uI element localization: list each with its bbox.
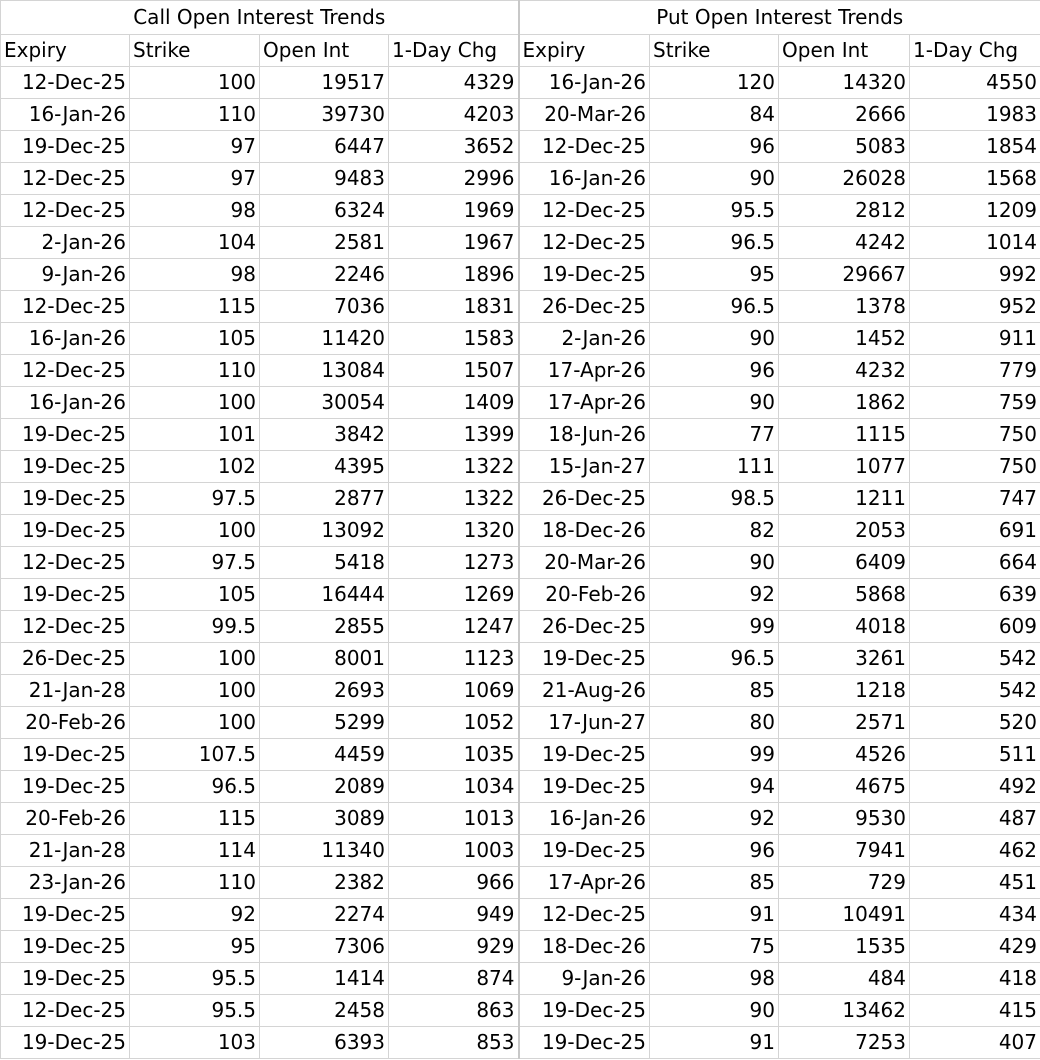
put-open-int-cell[interactable]: 1535: [779, 931, 910, 963]
table-row: [1, 771, 1040, 803]
put-strike-cell[interactable]: 92: [650, 803, 779, 835]
call-open-int-cell[interactable]: 19517: [260, 67, 389, 99]
call-expiry-cell[interactable]: 16-Jan-26: [1, 99, 130, 131]
table-row: [1, 515, 1040, 547]
call-expiry-cell[interactable]: 2-Jan-26: [1, 227, 130, 259]
call-1-day-chg-cell[interactable]: 1583: [389, 323, 519, 355]
put-expiry-cell[interactable]: 12-Dec-25: [519, 131, 650, 163]
put-expiry-cell[interactable]: 12-Dec-25: [519, 899, 650, 931]
put-strike-cell[interactable]: 96: [650, 131, 779, 163]
call-strike-cell[interactable]: 100: [130, 707, 260, 739]
call-1-day-chg-cell[interactable]: 1269: [389, 579, 519, 611]
call-1-day-chg-cell[interactable]: 4203: [389, 99, 519, 131]
put-1-day-chg-cell[interactable]: 952: [910, 291, 1040, 323]
table-row: [1, 675, 1040, 707]
call-open-int-header[interactable]: Open Int: [260, 35, 389, 67]
put-open-int-cell[interactable]: 7253: [779, 1027, 910, 1059]
call-expiry-cell[interactable]: 21-Jan-28: [1, 675, 130, 707]
put-expiry-cell[interactable]: 19-Dec-25: [519, 259, 650, 291]
call-expiry-cell[interactable]: 19-Dec-25: [1, 771, 130, 803]
table-row: [1, 579, 1040, 611]
put-open-int-cell[interactable]: 1378: [779, 291, 910, 323]
put-strike-cell[interactable]: 95.5: [650, 195, 779, 227]
table-row: [1, 643, 1040, 675]
call-strike-cell[interactable]: 100: [130, 515, 260, 547]
call-1-day-chg-cell[interactable]: 1969: [389, 195, 519, 227]
call-expiry-cell[interactable]: 21-Jan-28: [1, 835, 130, 867]
table-row: [1, 995, 1040, 1027]
call-1-day-chg-cell[interactable]: 2996: [389, 163, 519, 195]
call-open-int-cell[interactable]: 13084: [260, 355, 389, 387]
call-expiry-cell[interactable]: 20-Feb-26: [1, 803, 130, 835]
put-expiry-cell[interactable]: 20-Mar-26: [519, 99, 650, 131]
call-open-int-cell[interactable]: 16444: [260, 579, 389, 611]
call-strike-cell[interactable]: 110: [130, 355, 260, 387]
put-section-title[interactable]: Put Open Interest Trends: [519, 1, 1040, 35]
call-strike-cell[interactable]: 97: [130, 163, 260, 195]
put-expiry-cell[interactable]: 12-Dec-25: [519, 195, 650, 227]
call-open-int-cell[interactable]: 2274: [260, 899, 389, 931]
put-strike-cell[interactable]: 99: [650, 739, 779, 771]
put-strike-cell[interactable]: 98: [650, 963, 779, 995]
call-strike-cell[interactable]: 107.5: [130, 739, 260, 771]
put-strike-cell[interactable]: 85: [650, 867, 779, 899]
call-strike-cell[interactable]: 97.5: [130, 483, 260, 515]
call-strike-cell[interactable]: 114: [130, 835, 260, 867]
column-header-row: [1, 35, 1040, 67]
call-expiry-cell[interactable]: 20-Feb-26: [1, 707, 130, 739]
table-row: [1, 739, 1040, 771]
call-expiry-cell[interactable]: 12-Dec-25: [1, 67, 130, 99]
put-1-day-chg-cell[interactable]: 520: [910, 707, 1040, 739]
put-1-day-chg-cell[interactable]: 492: [910, 771, 1040, 803]
put-expiry-cell[interactable]: 18-Dec-26: [519, 515, 650, 547]
put-strike-cell[interactable]: 80: [650, 707, 779, 739]
put-expiry-cell[interactable]: 18-Dec-26: [519, 931, 650, 963]
put-strike-cell[interactable]: 75: [650, 931, 779, 963]
call-open-int-cell[interactable]: 8001: [260, 643, 389, 675]
put-1-day-chg-cell[interactable]: 487: [910, 803, 1040, 835]
call-strike-cell[interactable]: 100: [130, 643, 260, 675]
put-1-day-chg-cell[interactable]: 418: [910, 963, 1040, 995]
put-expiry-cell[interactable]: 26-Dec-25: [519, 483, 650, 515]
put-1-day-chg-cell[interactable]: 759: [910, 387, 1040, 419]
call-open-int-cell[interactable]: 2855: [260, 611, 389, 643]
put-expiry-cell[interactable]: 18-Jun-26: [519, 419, 650, 451]
put-1-day-chg-cell[interactable]: 542: [910, 675, 1040, 707]
put-expiry-cell[interactable]: 9-Jan-26: [519, 963, 650, 995]
put-1-day-chg-cell[interactable]: 542: [910, 643, 1040, 675]
table-row: [1, 1027, 1040, 1059]
put-expiry-cell[interactable]: 15-Jan-27: [519, 451, 650, 483]
put-open-int-cell[interactable]: 6409: [779, 547, 910, 579]
call-expiry-cell[interactable]: 26-Dec-25: [1, 643, 130, 675]
call-open-int-cell[interactable]: 30054: [260, 387, 389, 419]
table-row: [1, 963, 1040, 995]
put-open-int-cell[interactable]: 5083: [779, 131, 910, 163]
call-1-day-chg-cell[interactable]: 1273: [389, 547, 519, 579]
call-open-int-cell[interactable]: 2581: [260, 227, 389, 259]
put-expiry-cell[interactable]: 12-Dec-25: [519, 227, 650, 259]
call-open-int-cell[interactable]: 2382: [260, 867, 389, 899]
call-expiry-cell[interactable]: 19-Dec-25: [1, 419, 130, 451]
call-expiry-cell[interactable]: 19-Dec-25: [1, 451, 130, 483]
call-1-day-chg-cell[interactable]: 1322: [389, 483, 519, 515]
put-open-int-header[interactable]: Open Int: [779, 35, 910, 67]
put-open-int-cell[interactable]: 9530: [779, 803, 910, 835]
put-1-day-chg-cell[interactable]: 462: [910, 835, 1040, 867]
call-strike-cell[interactable]: 95.5: [130, 963, 260, 995]
call-expiry-cell[interactable]: 19-Dec-25: [1, 131, 130, 163]
call-1-day-chg-cell[interactable]: 1003: [389, 835, 519, 867]
put-1-day-chg-cell[interactable]: 1014: [910, 227, 1040, 259]
put-expiry-cell[interactable]: 19-Dec-25: [519, 835, 650, 867]
put-strike-cell[interactable]: 91: [650, 899, 779, 931]
put-open-int-cell[interactable]: 7941: [779, 835, 910, 867]
put-1-day-chg-cell[interactable]: 429: [910, 931, 1040, 963]
call-expiry-cell[interactable]: 19-Dec-25: [1, 515, 130, 547]
put-1-day-chg-cell[interactable]: 407: [910, 1027, 1040, 1059]
put-open-int-cell[interactable]: 1862: [779, 387, 910, 419]
put-strike-cell[interactable]: 82: [650, 515, 779, 547]
put-1-day-chg-cell[interactable]: 691: [910, 515, 1040, 547]
table-row: [1, 611, 1040, 643]
table-row: [1, 163, 1040, 195]
put-open-int-cell[interactable]: 1211: [779, 483, 910, 515]
put-open-int-cell[interactable]: 484: [779, 963, 910, 995]
call-strike-cell[interactable]: 100: [130, 675, 260, 707]
call-expiry-cell[interactable]: 19-Dec-25: [1, 579, 130, 611]
put-expiry-header[interactable]: Expiry: [519, 35, 650, 67]
call-1-day-chg-cell[interactable]: 1013: [389, 803, 519, 835]
call-open-int-cell[interactable]: 2877: [260, 483, 389, 515]
put-1-day-chg-cell[interactable]: 434: [910, 899, 1040, 931]
call-open-int-cell[interactable]: 9483: [260, 163, 389, 195]
put-expiry-cell[interactable]: 19-Dec-25: [519, 739, 650, 771]
put-open-int-cell[interactable]: 14320: [779, 67, 910, 99]
call-expiry-cell[interactable]: 12-Dec-25: [1, 355, 130, 387]
put-open-int-cell[interactable]: 4526: [779, 739, 910, 771]
call-strike-cell[interactable]: 104: [130, 227, 260, 259]
call-1-day-chg-cell[interactable]: 1034: [389, 771, 519, 803]
section-title-row: [1, 1, 1040, 35]
put-open-int-cell[interactable]: 5868: [779, 579, 910, 611]
put-open-int-cell[interactable]: 13462: [779, 995, 910, 1027]
put-open-int-cell[interactable]: 4242: [779, 227, 910, 259]
call-open-int-cell[interactable]: 2458: [260, 995, 389, 1027]
put-open-int-cell[interactable]: 1115: [779, 419, 910, 451]
table-row: [1, 867, 1040, 899]
call-strike-cell[interactable]: 95: [130, 931, 260, 963]
call-expiry-cell[interactable]: 19-Dec-25: [1, 483, 130, 515]
table-row: [1, 931, 1040, 963]
call-1-day-chg-cell[interactable]: 1247: [389, 611, 519, 643]
call-expiry-cell[interactable]: 16-Jan-26: [1, 387, 130, 419]
call-1-day-chg-cell[interactable]: 1409: [389, 387, 519, 419]
call-open-int-cell[interactable]: 5418: [260, 547, 389, 579]
call-open-int-cell[interactable]: 4459: [260, 739, 389, 771]
put-1-day-chg-cell[interactable]: 750: [910, 419, 1040, 451]
call-strike-cell[interactable]: 97: [130, 131, 260, 163]
table-row: [1, 451, 1040, 483]
call-open-int-cell[interactable]: 2089: [260, 771, 389, 803]
table-row: [1, 67, 1040, 99]
table-row: [1, 131, 1040, 163]
table-row: [1, 899, 1040, 931]
call-open-int-cell[interactable]: 39730: [260, 99, 389, 131]
table-row: [1, 99, 1040, 131]
call-expiry-cell[interactable]: 19-Dec-25: [1, 899, 130, 931]
call-open-int-cell[interactable]: 11420: [260, 323, 389, 355]
put-expiry-cell[interactable]: 19-Dec-25: [519, 771, 650, 803]
call-expiry-cell[interactable]: 19-Dec-25: [1, 739, 130, 771]
put-1-day-chg-cell[interactable]: 1568: [910, 163, 1040, 195]
call-strike-cell[interactable]: 110: [130, 867, 260, 899]
call-expiry-cell[interactable]: 19-Dec-25: [1, 931, 130, 963]
call-strike-cell[interactable]: 100: [130, 387, 260, 419]
put-strike-cell[interactable]: 90: [650, 547, 779, 579]
call-open-int-cell[interactable]: 7036: [260, 291, 389, 323]
call-strike-cell[interactable]: 102: [130, 451, 260, 483]
put-strike-cell[interactable]: 111: [650, 451, 779, 483]
call-open-int-cell[interactable]: 2693: [260, 675, 389, 707]
call-strike-cell[interactable]: 97.5: [130, 547, 260, 579]
call-open-int-cell[interactable]: 1414: [260, 963, 389, 995]
put-open-int-cell[interactable]: 1077: [779, 451, 910, 483]
call-1-day-chg-cell[interactable]: 966: [389, 867, 519, 899]
put-open-int-cell[interactable]: 29667: [779, 259, 910, 291]
call-open-int-cell[interactable]: 6393: [260, 1027, 389, 1059]
call-open-int-cell[interactable]: 6447: [260, 131, 389, 163]
put-strike-cell[interactable]: 91: [650, 1027, 779, 1059]
put-strike-cell[interactable]: 96: [650, 355, 779, 387]
put-1-day-chg-header[interactable]: 1-Day Chg: [910, 35, 1040, 67]
put-expiry-cell[interactable]: 20-Feb-26: [519, 579, 650, 611]
table-row: [1, 259, 1040, 291]
call-expiry-cell[interactable]: 19-Dec-25: [1, 1027, 130, 1059]
call-expiry-cell[interactable]: 12-Dec-25: [1, 163, 130, 195]
put-open-int-cell[interactable]: 26028: [779, 163, 910, 195]
put-strike-cell[interactable]: 90: [650, 995, 779, 1027]
call-1-day-chg-cell[interactable]: 863: [389, 995, 519, 1027]
put-expiry-cell[interactable]: 17-Jun-27: [519, 707, 650, 739]
call-1-day-chg-cell[interactable]: 1320: [389, 515, 519, 547]
put-expiry-cell[interactable]: 16-Jan-26: [519, 163, 650, 195]
call-1-day-chg-cell[interactable]: 4329: [389, 67, 519, 99]
put-open-int-cell[interactable]: 2053: [779, 515, 910, 547]
put-strike-cell[interactable]: 96.5: [650, 643, 779, 675]
table-row: [1, 387, 1040, 419]
put-1-day-chg-cell[interactable]: 451: [910, 867, 1040, 899]
call-expiry-cell[interactable]: 23-Jan-26: [1, 867, 130, 899]
put-1-day-chg-cell[interactable]: 639: [910, 579, 1040, 611]
call-1-day-chg-cell[interactable]: 949: [389, 899, 519, 931]
call-1-day-chg-cell[interactable]: 1896: [389, 259, 519, 291]
call-1-day-chg-cell[interactable]: 1507: [389, 355, 519, 387]
put-strike-cell[interactable]: 84: [650, 99, 779, 131]
put-1-day-chg-cell[interactable]: 511: [910, 739, 1040, 771]
put-strike-cell[interactable]: 85: [650, 675, 779, 707]
put-1-day-chg-cell[interactable]: 4550: [910, 67, 1040, 99]
call-expiry-cell[interactable]: 12-Dec-25: [1, 995, 130, 1027]
put-1-day-chg-cell[interactable]: 747: [910, 483, 1040, 515]
put-strike-cell[interactable]: 96.5: [650, 227, 779, 259]
put-1-day-chg-cell[interactable]: 415: [910, 995, 1040, 1027]
put-open-int-cell[interactable]: 4675: [779, 771, 910, 803]
call-open-int-cell[interactable]: 2246: [260, 259, 389, 291]
call-open-int-cell[interactable]: 7306: [260, 931, 389, 963]
put-strike-cell[interactable]: 96.5: [650, 291, 779, 323]
put-expiry-cell[interactable]: 19-Dec-25: [519, 643, 650, 675]
put-strike-cell[interactable]: 77: [650, 419, 779, 451]
put-1-day-chg-cell[interactable]: 992: [910, 259, 1040, 291]
table-row: [1, 355, 1040, 387]
put-open-int-cell[interactable]: 2812: [779, 195, 910, 227]
put-strike-cell[interactable]: 95: [650, 259, 779, 291]
call-expiry-cell[interactable]: 12-Dec-25: [1, 611, 130, 643]
put-strike-cell[interactable]: 90: [650, 387, 779, 419]
put-1-day-chg-cell[interactable]: 1983: [910, 99, 1040, 131]
put-expiry-cell[interactable]: 16-Jan-26: [519, 67, 650, 99]
put-strike-cell[interactable]: 99: [650, 611, 779, 643]
call-1-day-chg-header[interactable]: 1-Day Chg: [389, 35, 519, 67]
table-row: [1, 707, 1040, 739]
put-expiry-cell[interactable]: 19-Dec-25: [519, 1027, 650, 1059]
put-open-int-cell[interactable]: 4018: [779, 611, 910, 643]
call-strike-cell[interactable]: 98: [130, 195, 260, 227]
table-row: [1, 227, 1040, 259]
put-1-day-chg-cell[interactable]: 664: [910, 547, 1040, 579]
table-row: [1, 835, 1040, 867]
put-strike-cell[interactable]: 94: [650, 771, 779, 803]
call-1-day-chg-cell[interactable]: 1052: [389, 707, 519, 739]
put-expiry-cell[interactable]: 16-Jan-26: [519, 803, 650, 835]
call-section-title[interactable]: Call Open Interest Trends: [1, 1, 519, 35]
put-strike-cell[interactable]: 92: [650, 579, 779, 611]
put-expiry-cell[interactable]: 26-Dec-25: [519, 291, 650, 323]
call-expiry-cell[interactable]: 16-Jan-26: [1, 323, 130, 355]
table-row: [1, 483, 1040, 515]
call-expiry-cell[interactable]: 12-Dec-25: [1, 291, 130, 323]
call-open-int-cell[interactable]: 3089: [260, 803, 389, 835]
call-expiry-cell[interactable]: 12-Dec-25: [1, 195, 130, 227]
table-row: [1, 291, 1040, 323]
call-strike-cell[interactable]: 95.5: [130, 995, 260, 1027]
call-open-int-cell[interactable]: 5299: [260, 707, 389, 739]
table-row: [1, 803, 1040, 835]
call-1-day-chg-cell[interactable]: 1035: [389, 739, 519, 771]
put-open-int-cell[interactable]: 1218: [779, 675, 910, 707]
put-open-int-cell[interactable]: 10491: [779, 899, 910, 931]
call-1-day-chg-cell[interactable]: 1123: [389, 643, 519, 675]
call-strike-cell[interactable]: 105: [130, 579, 260, 611]
call-open-int-cell[interactable]: 13092: [260, 515, 389, 547]
put-expiry-cell[interactable]: 17-Apr-26: [519, 387, 650, 419]
call-expiry-cell[interactable]: 12-Dec-25: [1, 547, 130, 579]
put-1-day-chg-cell[interactable]: 609: [910, 611, 1040, 643]
call-strike-cell[interactable]: 100: [130, 67, 260, 99]
put-strike-cell[interactable]: 90: [650, 163, 779, 195]
put-expiry-cell[interactable]: 2-Jan-26: [519, 323, 650, 355]
call-strike-cell[interactable]: 99.5: [130, 611, 260, 643]
put-expiry-cell[interactable]: 21-Aug-26: [519, 675, 650, 707]
put-1-day-chg-cell[interactable]: 911: [910, 323, 1040, 355]
table-row: [1, 419, 1040, 451]
put-expiry-cell[interactable]: 19-Dec-25: [519, 995, 650, 1027]
call-1-day-chg-cell[interactable]: 853: [389, 1027, 519, 1059]
put-expiry-cell[interactable]: 20-Mar-26: [519, 547, 650, 579]
call-strike-cell[interactable]: 98: [130, 259, 260, 291]
call-1-day-chg-cell[interactable]: 3652: [389, 131, 519, 163]
call-1-day-chg-cell[interactable]: 1399: [389, 419, 519, 451]
put-strike-header[interactable]: Strike: [650, 35, 779, 67]
put-open-int-cell[interactable]: 1452: [779, 323, 910, 355]
put-open-int-cell[interactable]: 3261: [779, 643, 910, 675]
put-1-day-chg-cell[interactable]: 1209: [910, 195, 1040, 227]
table-row: [1, 547, 1040, 579]
call-1-day-chg-cell[interactable]: 1069: [389, 675, 519, 707]
call-expiry-cell[interactable]: 19-Dec-25: [1, 963, 130, 995]
call-strike-cell[interactable]: 103: [130, 1027, 260, 1059]
call-1-day-chg-cell[interactable]: 929: [389, 931, 519, 963]
call-open-int-cell[interactable]: 3842: [260, 419, 389, 451]
put-1-day-chg-cell[interactable]: 779: [910, 355, 1040, 387]
put-1-day-chg-cell[interactable]: 1854: [910, 131, 1040, 163]
call-expiry-header[interactable]: Expiry: [1, 35, 130, 67]
call-open-int-cell[interactable]: 11340: [260, 835, 389, 867]
call-expiry-cell[interactable]: 9-Jan-26: [1, 259, 130, 291]
put-strike-cell[interactable]: 96: [650, 835, 779, 867]
call-1-day-chg-cell[interactable]: 1322: [389, 451, 519, 483]
call-strike-cell[interactable]: 92: [130, 899, 260, 931]
put-strike-cell[interactable]: 120: [650, 67, 779, 99]
call-open-int-cell[interactable]: 4395: [260, 451, 389, 483]
put-strike-cell[interactable]: 90: [650, 323, 779, 355]
table-row: [1, 323, 1040, 355]
put-expiry-cell[interactable]: 17-Apr-26: [519, 355, 650, 387]
call-strike-cell[interactable]: 115: [130, 291, 260, 323]
put-open-int-cell[interactable]: 4232: [779, 355, 910, 387]
call-1-day-chg-cell[interactable]: 1831: [389, 291, 519, 323]
put-open-int-cell[interactable]: 729: [779, 867, 910, 899]
put-open-int-cell[interactable]: 2571: [779, 707, 910, 739]
call-open-int-cell[interactable]: 6324: [260, 195, 389, 227]
table-row: [1, 195, 1040, 227]
put-expiry-cell[interactable]: 17-Apr-26: [519, 867, 650, 899]
call-strike-cell[interactable]: 110: [130, 99, 260, 131]
call-strike-cell[interactable]: 115: [130, 803, 260, 835]
call-strike-cell[interactable]: 105: [130, 323, 260, 355]
call-strike-cell[interactable]: 101: [130, 419, 260, 451]
call-1-day-chg-cell[interactable]: 874: [389, 963, 519, 995]
put-strike-cell[interactable]: 98.5: [650, 483, 779, 515]
put-open-int-cell[interactable]: 2666: [779, 99, 910, 131]
call-1-day-chg-cell[interactable]: 1967: [389, 227, 519, 259]
put-expiry-cell[interactable]: 26-Dec-25: [519, 611, 650, 643]
put-1-day-chg-cell[interactable]: 750: [910, 451, 1040, 483]
call-strike-header[interactable]: Strike: [130, 35, 260, 67]
call-strike-cell[interactable]: 96.5: [130, 771, 260, 803]
